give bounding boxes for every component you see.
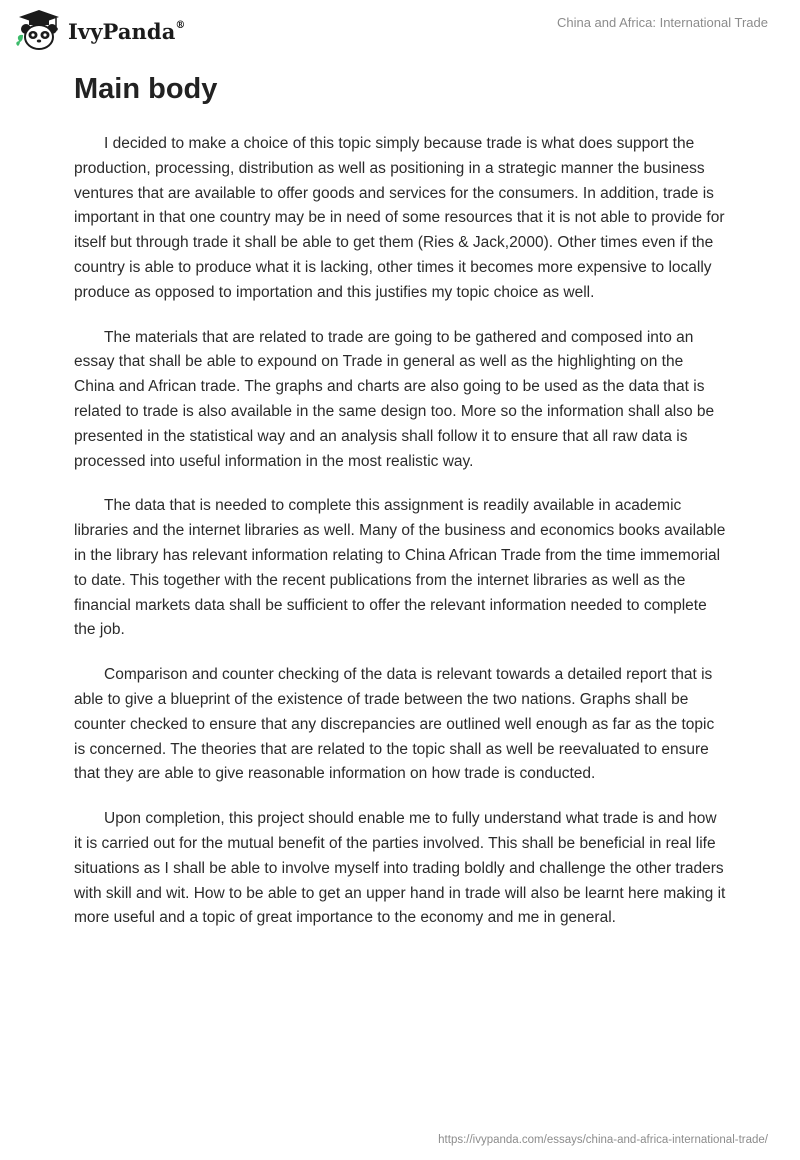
paragraph: Comparison and counter checking of the data is relevant towards a detailed report that is able to give a blueprint of the existence of trade between the two nations. Graphs shall be counter checked to ensure that any discrepancies are outlined well enough as far as the topic is concerned. The theories that are related to the topic shall as well be reevaluated to ensure that they are able to give reasonable information on how trade is conducted. — [74, 666, 715, 783]
paragraph: The materials that are related to trade are going to be gathered and composed into an essay that shall be able to expound on Trade in general as well as the highlighting on the China and African trade. The graphs and charts are also going to be used as the data that is related to trade is also available in the same design too. More so the information shall also be presented in the statistical way and an analysis shall follow it to ensure that all raw data is processed into useful information in the most realistic way. — [74, 328, 715, 470]
paragraph: Upon completion, this project should enable me to fully understand what trade is and how it is carried out for the mutual benefit of the parties involved. This shall be beneficial in real life situations as I shall be able to involve myself into trading boldly and challenge the other traders with skill and wit. How to be able to get an upper hand in trade will also be learnt here making it more useful and a topic of great importance to the economy and me in general. — [74, 810, 726, 927]
brand-logo[interactable] — [14, 8, 186, 52]
brand-name: IvyPanda® — [68, 18, 186, 44]
body-text — [74, 132, 726, 951]
panda-graduate-icon — [14, 8, 64, 52]
paragraph: I decided to make a choice of this topic simply because trade is what does support the production, processing, distribution as well as positioning in a strategic manner the business ventures that are available to offer goods and services for the consumers. In addition, trade is important in that one country may be in need of some resources that it is not able to provide for itself but through trade it shall be able to get them (Ries & Jack,2000). Other times even if the country is able to produce what it is lacking, other times it becomes more expensive to locally produce as opposed to importation and this justifies my topic choice as well. — [74, 135, 725, 301]
paragraph: The data that is needed to complete this assignment is readily available in academic libraries and the internet libraries as well. Many of the business and economics books available in the library has relevant information relating to China African Trade from the time immemorial to date. This together with the recent publications from the internet libraries as well as the financial markets data shall be sufficient to offer the relevant information needed to complete the job. — [74, 497, 726, 639]
header — [0, 0, 800, 64]
document-title: China and Africa: International Trade — [556, 15, 768, 30]
section-heading: Main body — [74, 73, 218, 105]
source-url[interactable]: https://ivypanda.com/essays/china-and-africa-international-trade/ — [438, 1134, 768, 1146]
